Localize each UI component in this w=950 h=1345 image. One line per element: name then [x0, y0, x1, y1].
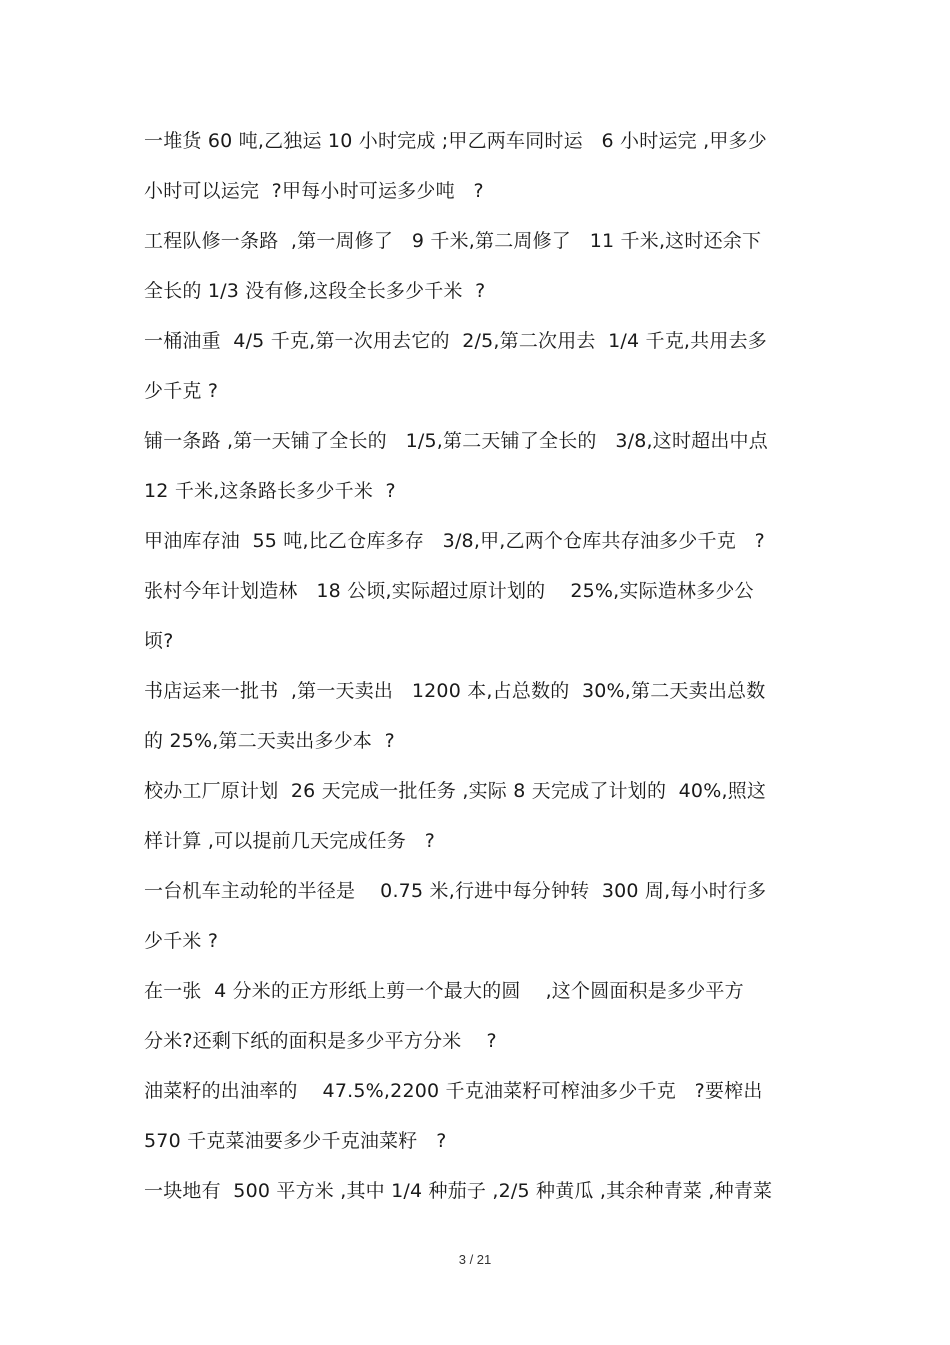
problem-list [144, 116, 812, 1216]
text-line: 12 千米,这条路长多少千米 ? [144, 480, 396, 502]
text-line: 一堆货 60 吨,乙独运 10 小时完成 ;甲乙两车同时运 6 小时运完 ,甲多少 [144, 130, 767, 152]
text-line: 小时可以运完 ?甲每小时可运多少吨 ? [144, 180, 484, 202]
text-line: 一块地有 500 平方米 ,其中 1/4 种茄子 ,2/5 种黄瓜 ,其余种青菜 ,种青菜 [144, 1180, 773, 1202]
text-line: 分米?还剩下纸的面积是多少平方分米 ? [144, 1030, 497, 1052]
text-line: 铺一条路 ,第一天铺了全长的 1/5,第二天铺了全长的 3/8,这时超出中点 [144, 430, 768, 452]
text-line: 顷? [144, 630, 174, 652]
text-line: 570 千克菜油要多少千克油菜籽 ? [144, 1130, 447, 1152]
text-line: 张村今年计划造林 18 公顷,实际超过原计划的 25%,实际造林多少公 [144, 580, 754, 602]
text-line: 少千克 ? [144, 380, 219, 402]
text-line: 的 25%,第二天卖出多少本 ? [144, 730, 395, 752]
text-line: 书店运来一批书 ,第一天卖出 1200 本,占总数的 30%,第二天卖出总数 [144, 680, 766, 702]
text-line: 校办工厂原计划 26 天完成一批任务 ,实际 8 天完成了计划的 40%,照这 [144, 780, 767, 802]
text-line: 样计算 ,可以提前几天完成任务 ? [144, 830, 436, 852]
page-number: 3 / 21 [458, 1252, 492, 1267]
text-line: 在一张 4 分米的正方形纸上剪一个最大的圆 ,这个圆面积是多少平方 [144, 980, 744, 1002]
text-line: 一台机车主动轮的半径是 0.75 米,行进中每分钟转 300 周,每小时行多 [144, 880, 767, 902]
text-line: 少千米 ? [144, 930, 219, 952]
text-line: 甲油库存油 55 吨,比乙仓库多存 3/8,甲,乙两个仓库共存油多少千克 ? [144, 530, 765, 552]
text-line: 油菜籽的出油率的 47.5%,2200 千克油菜籽可榨油多少千克 ?要榨出 [144, 1080, 763, 1102]
text-line: 一桶油重 4/5 千克,第一次用去它的 2/5,第二次用去 1/4 千克,共用去多 [144, 330, 767, 352]
text-line: 全长的 1/3 没有修,这段全长多少千米 ? [144, 280, 486, 302]
text-line: 工程队修一条路 ,第一周修了 9 千米,第二周修了 11 千米,这时还余下 [144, 230, 762, 252]
